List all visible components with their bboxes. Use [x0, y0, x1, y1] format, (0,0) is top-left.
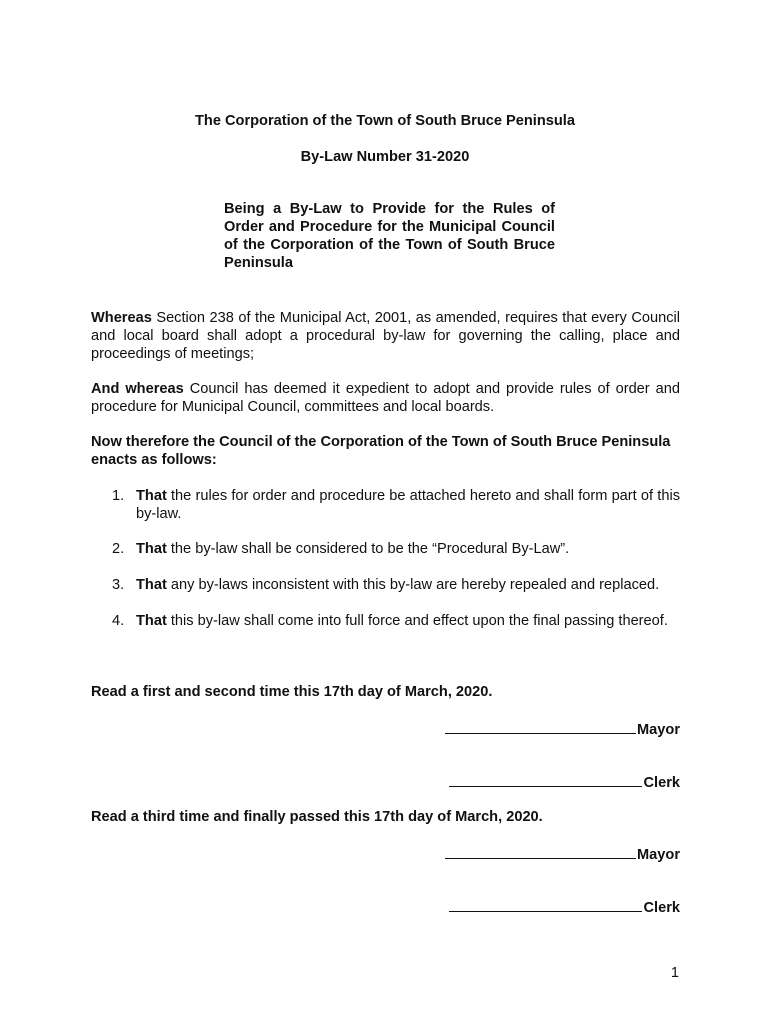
list-item-lead: That [136, 488, 167, 504]
list-item-number: 4. [112, 613, 125, 629]
whereas-lead: Whereas [91, 310, 152, 326]
list-item-body: this by-law shall come into full force and effect upon the final passing thereof. [166, 613, 668, 629]
signature-line [449, 897, 642, 912]
list-item-number: 2. [112, 541, 125, 557]
clerk-label: Clerk [643, 775, 680, 791]
and-whereas-lead: And whereas [91, 381, 184, 397]
signature-line [445, 844, 636, 859]
list-item-body: the rules for order and procedure be attached hereto and shall form part of this by-law. [136, 488, 680, 522]
mayor-signature-line-2 [445, 844, 680, 864]
and-whereas-text: Council has deemed it expedient to adopt and provide rules of order and procedure for Municipal Council, committees and local boards. [91, 381, 680, 415]
list-item-body: the by-law shall be considered to be the “Procedural By-Law”. [166, 541, 570, 557]
list-item-body: any by-laws inconsistent with this by-law are hereby repealed and replaced. [166, 577, 660, 593]
document-title: The Corporation of the Town of South Bruce Peninsula [195, 113, 575, 129]
list-item-lead: That [136, 613, 167, 629]
clerk-signature-line-2 [449, 897, 680, 917]
list-item-lead: That [136, 541, 167, 557]
signature-line [445, 719, 636, 734]
bylaw-number: By-Law Number 31-2020 [300, 149, 470, 165]
list-item-text [136, 540, 680, 558]
mayor-label: Mayor [637, 847, 680, 863]
third-reading-statement: Read a third time and finally passed this 17th day of March, 2020. [91, 809, 543, 825]
clerk-signature-line-1 [449, 772, 680, 792]
enacting-clause: Now therefore the Council of the Corporation of the Town of South Bruce Peninsula enacts as follows: [91, 434, 671, 468]
list-item-text [136, 576, 680, 594]
list-item-text [136, 612, 680, 630]
first-reading-statement: Read a first and second time this 17th day of March, 2020. [91, 684, 493, 700]
whereas-text: Section 238 of the Municipal Act, 2001, as amended, requires that every Council and local board shall adopt a procedural by-law for governing the calling, place and proceedings of meetings; [91, 310, 680, 362]
mayor-label: Mayor [637, 722, 680, 738]
list-item-lead: That [136, 577, 167, 593]
and-whereas-paragraph [91, 380, 680, 416]
signature-line [449, 772, 642, 787]
mayor-signature-line-1 [445, 719, 680, 739]
list-item-number: 3. [112, 577, 125, 593]
list-item-text [136, 487, 680, 523]
whereas-paragraph [91, 309, 680, 363]
clerk-label: Clerk [643, 900, 680, 916]
bylaw-subtitle: Being a By-Law to Provide for the Rules of Order and Procedure for the Municipal Council of the Corporation of the Town of South Bruce Peninsula [224, 201, 555, 271]
page-number: 1 [670, 965, 679, 981]
list-item-number: 1. [112, 488, 125, 504]
